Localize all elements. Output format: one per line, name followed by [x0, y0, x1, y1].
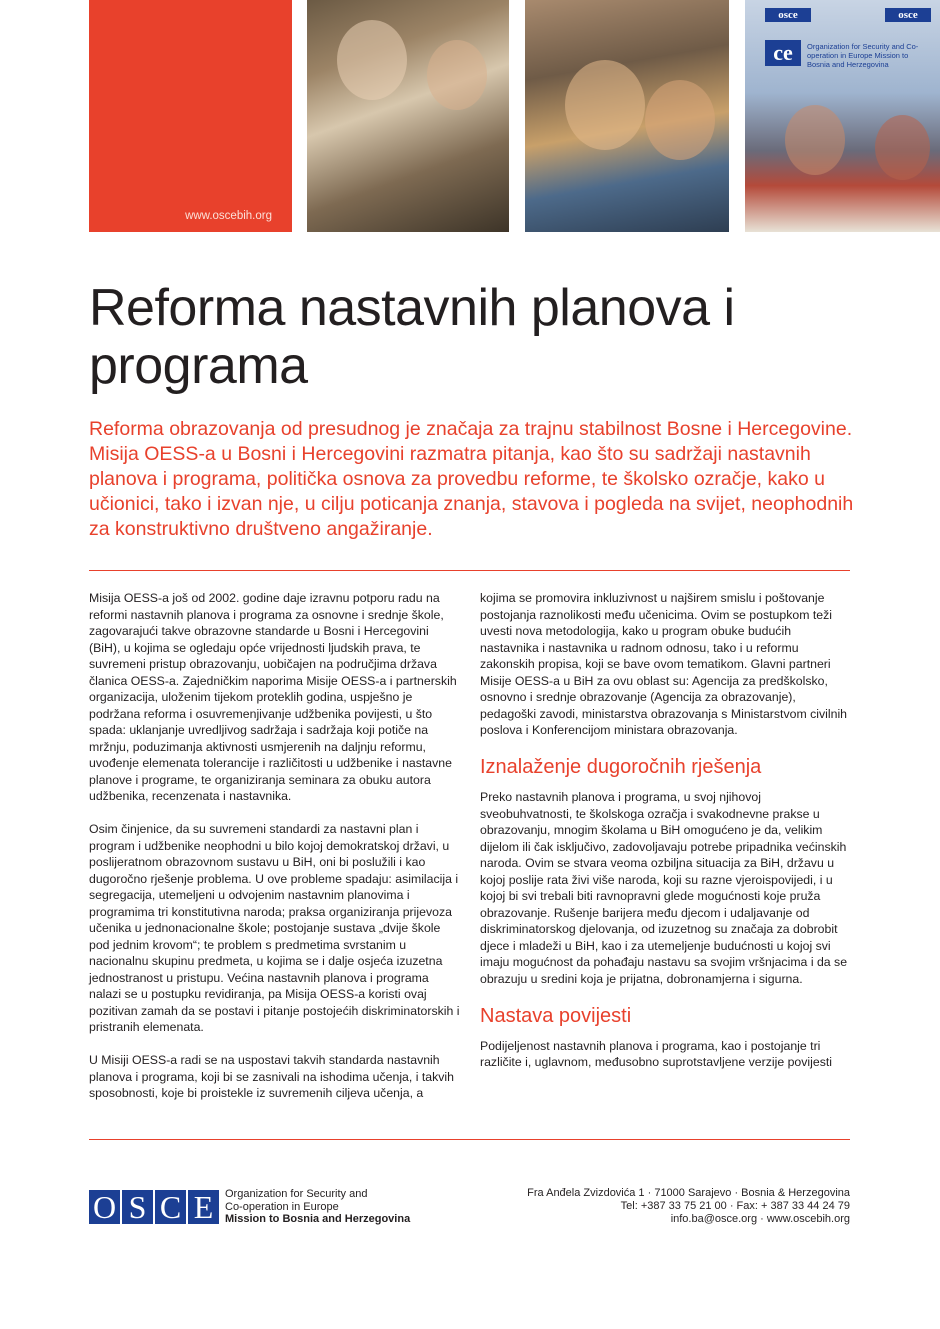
photo-osce-sign: osce [765, 8, 811, 22]
photo-osce-sign-large: ce [765, 40, 801, 66]
body-paragraph: Podijeljenost nastavnih planova i programa, kao i postojanje tri različite i, uglavnom, međusobno suprotstavljene verzije povijesti [480, 1038, 832, 1069]
phone-fax: Tel: +387 33 75 21 00 · Fax: + 387 33 44 24 79 [620, 1200, 850, 1212]
logo-letter: E [188, 1190, 219, 1224]
photo-face-shape [427, 40, 487, 110]
left-column [89, 590, 461, 1118]
postal-address: Fra Anđela Zvizdovića 1 · 71000 Sarajevo · Bosnia & Herzegovina [527, 1187, 850, 1199]
osce-logo [89, 1188, 410, 1226]
photo-face-shape [785, 105, 845, 175]
body-paragraph: Osim činjenice, da su suvremeni standardi za nastavni plan i program i udžbenike neophodni u bilo kojoj demokratskoj državi, u poslijeratnom obrazovnom sustavu u BiH, oni bi poslužili i kao dugoročno rješenje problema. U ove probleme spadaju: asimilacija i segregacija, utemeljeni u odvojenim nastavnim planovima i programima tri konstitutivna naroda; praksa organiziranja prijevoza učenika u jednonacionalne škole; postojanje sustava „dvije škole pod jednim krovom“; te problem s predmetima svrstanim u nacionalnu skupinu predmeta, u kojima se i dalje osjeća izuzetna jednostranost u pristupu. Većina nastavnih planova i programa nalazi se u postupku revidiranja, pa Misija OESS-a koristi ovaj pozitivan zamah da se postavi i pitanje postojećih diskriminatorskih i pristranih elemenata. [89, 822, 460, 1034]
right-column [480, 590, 852, 1087]
body-paragraph: U Misiji OESS-a radi se na uspostavi takvih standarda nastavnih planova i programa, koji bi se zasnivali na ishodima učenja, i takvih sposobnosti, koje bi proistekle iz suvremenih ciljeva učenja, a [89, 1053, 454, 1100]
body-paragraph: Misija OESS-a još od 2002. godine daje izravnu potporu radu na reformi nastavnih planova i programa za osnovne i srednje škole, zagovarajući takve obrazovne standarde u Bosni i Hercegovini (BiH), u kojima se ogledaju opće vrijednosti ljudskih prava, te suvremeni pristup obrazovanju, uobičajen na područjima država članica OESS-a. Zajedničkim naporima Misije OESS-a i partnerskih organizacija, uloženim tijekom proteklih godina, uspješno je podržana reforma i osuvremenjivanje udžbenika povijesti, u što spada: uklanjanje uvredljivog sadržaja i sadržaja koji potiče na mržnju, poduzimanja aktivnosti usmjerenih na daljnju reformu, uvođenje elemenata tolerancije i različitosti u udžbenike i nastavne planove i programe, te organiziranja seminara za obuku autora udžbenika, recenzenata i nastavnika. [89, 591, 457, 803]
photo-osce-sign: osce [885, 8, 931, 22]
body-paragraph: kojima se promovira inkluzivnost u najširem smislu i poštovanje postojanja raznolikosti među učenicima. Ovim se postupkom teži uvesti nova metodologija, kako u program obuke budućih nastavnika i nastavnika u radnom odnosu, tako i u reformu zakonskih propisa, koji se bave ovom tematikom. Glavni partneri Misije OESS-a u BiH za ovu oblast su: Agencija za predškolsko, osnovno i srednje obrazovanje (Agencija za obrazovanje), pedagoški zavodi, ministarstva obrazovanja s Ministarstvom civilnih poslova i Konferencijom ministara obrazovanja. [480, 591, 848, 737]
section-heading: Iznalaženje dugoročnih rješenja [480, 756, 762, 778]
osce-logo-text [225, 1188, 410, 1226]
logo-letter: O [89, 1190, 120, 1224]
logo-letter: C [155, 1190, 186, 1224]
org-name-line: Organization for Security and [225, 1188, 368, 1200]
photo-boys-reading [525, 0, 729, 232]
header-red-block [89, 0, 292, 232]
contact-block [527, 1187, 850, 1226]
lead-paragraph: Reforma obrazovanja od presudnog je značaja za trajnu stabilnost Bosne i Hercegovine. Misija OESS-a u Bosni i Hercegovini razmatra pitanja, kao što su sadržaji nastavnih planova i programa, politička osnova za provedbu reforme, te školsko ozračje, kako u učionici, tako i izvan nje, u cilju poticanja znanja, stavova i pogleda na svijet, neophodnih za konstruktivno društveno angažiranje. [89, 418, 854, 540]
website-url[interactable]: www.oscebih.org [185, 210, 272, 222]
photo-children-with-books [307, 0, 509, 232]
org-name-line: Co-operation in Europe [225, 1200, 339, 1213]
osce-logo-mark [89, 1190, 219, 1224]
divider-bottom [89, 1139, 850, 1140]
logo-letter: S [122, 1190, 153, 1224]
section-heading: Nastava povijesti [480, 1004, 632, 1027]
photo-face-shape [645, 80, 715, 160]
photo-osce-conference [745, 0, 940, 232]
photo-face-shape [565, 60, 645, 150]
body-paragraph: Preko nastavnih planova i programa, u svoj njihovoj sveobuhvatnosti, te školskoga ozračja i svakodnevne prakse u obrazovanju, mnogim školama u BiH omogućeno je da, velikim dijelom ili čak isključivo, zadovoljavaju potrebe pripadnika većinskih naroda. Ovim se stvara veoma ozbiljna situacija za BiH, državu u kojoj poslije rata živi više naroda, koji su razne vjeroispovijedi, i u kojoj bi svi trebali biti ravnopravni glede mogućnosti koje pruža obrazovanje. Rušenje barijera među djecom i udaljavanje od diskriminatorskog djelovanja, od izuzetnog su značaja za dobrobit djece i mladeži u BiH, kao i za utemeljenje budućnosti u kojoj svi imaju mogućnost da pohađaju nastavu sa svojim vršnjacima i da se obrazuju u sredini koja je prijatna, dobronamjerna i sigurna. [480, 790, 848, 986]
page-title: Reforma nastavnih planova i programa [89, 279, 735, 395]
photo-face-shape [875, 115, 930, 180]
photo-face-shape [337, 20, 407, 100]
photo-osce-sign-text: Organization for Security and Co-operation in Europe Mission to Bosnia and Herzegovina [807, 42, 919, 69]
email-web[interactable]: info.ba@osce.org · www.oscebih.org [670, 1213, 850, 1225]
divider-top [89, 570, 850, 571]
org-mission-line: Mission to Bosnia and Herzegovina [225, 1213, 411, 1225]
